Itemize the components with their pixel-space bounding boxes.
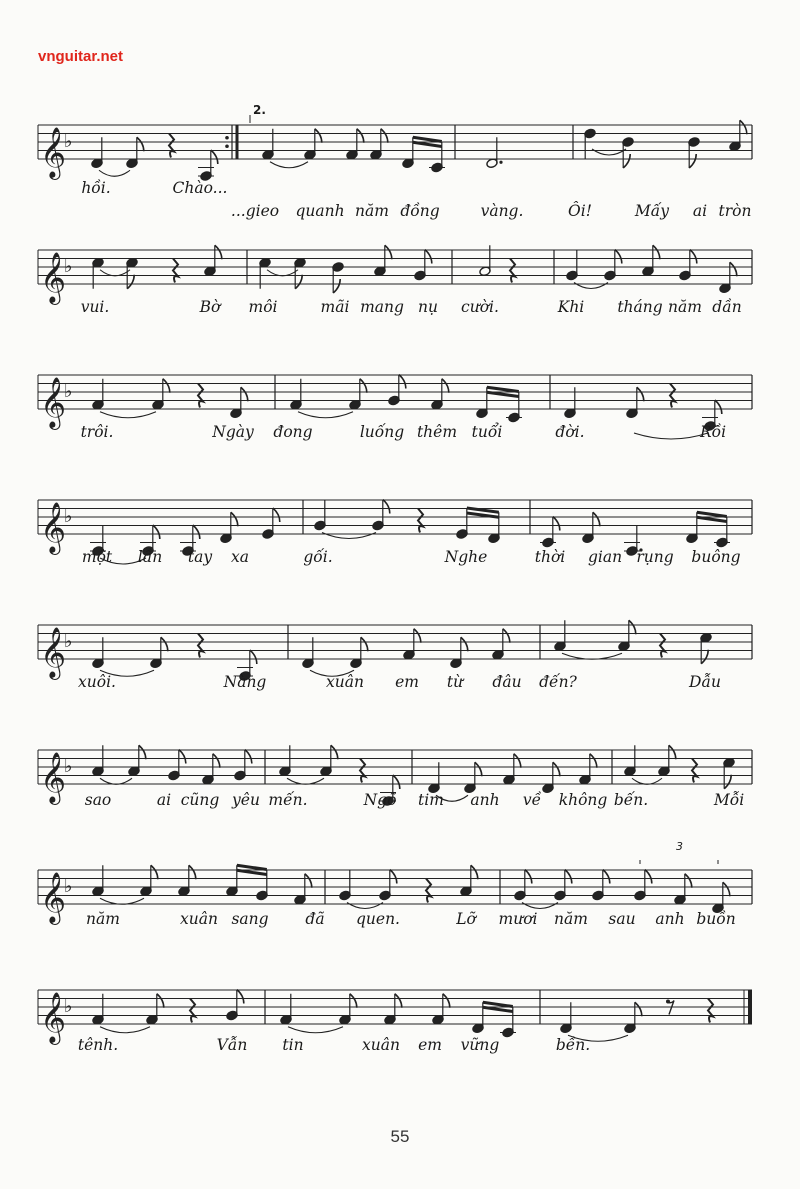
eighth-flag [615, 250, 622, 264]
key-signature-flat-icon: ♭ [64, 996, 73, 1017]
lyric-syllable: mươi [498, 910, 538, 928]
lyric-syllable: đâu [492, 673, 522, 691]
lyric-syllable: vững [460, 1036, 500, 1054]
staff-notation [0, 615, 800, 725]
tie-slur [562, 653, 622, 659]
lyric-syllable: xuân [362, 1036, 400, 1054]
eighth-flag [471, 865, 478, 879]
eighth-flag [740, 120, 747, 134]
eighth-flag [414, 629, 421, 643]
eighth-flag [629, 620, 636, 634]
quarter-rest [190, 999, 195, 1023]
eighth-flag [193, 525, 200, 539]
lyric-syllable: lần [137, 548, 163, 566]
eighth-flag [153, 525, 160, 539]
eighth-flag [213, 754, 220, 768]
lyric-syllable: xa [231, 548, 249, 566]
lyric-syllable: Chào... [172, 179, 228, 197]
lyric-syllable: môi [248, 298, 278, 316]
eighth-flag [442, 379, 449, 393]
lyric-syllable: Lỡ [456, 910, 476, 928]
lyric-syllable: tin [282, 1036, 304, 1054]
eighth-flag [151, 865, 158, 879]
lyric-syllable: sau [608, 910, 636, 928]
lyric-syllable: Ngày [212, 423, 254, 441]
eighth-flag [250, 650, 257, 664]
tie-slur [100, 898, 144, 904]
lyric-syllable: yêu [232, 791, 260, 809]
lyric-syllable: em [395, 673, 419, 691]
staff-system-8 [0, 980, 800, 1180]
tie-slur [270, 162, 308, 168]
volta-label: 2. [253, 103, 266, 117]
eighth-flag [127, 275, 134, 289]
treble-clef-icon: 𝄞 [40, 377, 67, 428]
tie-slur [298, 412, 353, 418]
quarter-rest [692, 759, 697, 783]
staff-notation [0, 365, 800, 475]
quarter-rest [660, 634, 665, 658]
eighth-flag [157, 994, 164, 1008]
lyric-syllable: xuôi. [78, 673, 116, 691]
eighth-flag [503, 629, 510, 643]
tie-slur [347, 903, 383, 909]
lyric-syllable: anh [470, 791, 500, 809]
lyric-syllable: bến. [613, 791, 649, 809]
eighth-flag [179, 750, 186, 764]
eighth-flag [163, 379, 170, 393]
eighth-flag [514, 754, 521, 768]
eighth-flag [350, 994, 357, 1008]
eighth-flag [385, 245, 392, 259]
tie-slur [100, 412, 156, 418]
key-signature-flat-icon: ♭ [64, 756, 73, 777]
eighth-flag [645, 870, 652, 884]
lyric-syllable: tháng [617, 298, 663, 316]
eighth-flag [724, 775, 731, 789]
lyric-syllable: dần [712, 298, 742, 316]
eighth-flag [305, 874, 312, 888]
note-beam [697, 512, 727, 516]
lyric-syllable: tim [418, 791, 444, 809]
eighth-flag [161, 637, 168, 651]
eighth-flag [689, 154, 696, 168]
lyric-syllable: xuân [326, 673, 364, 691]
lyric-syllable: Mấy [634, 202, 670, 220]
quarter-rest [198, 634, 203, 658]
note-beam [413, 137, 442, 141]
eighth-flag [399, 375, 406, 389]
eighth-flag [443, 994, 450, 1008]
tie-slur [322, 533, 376, 539]
volta-bracket [250, 115, 470, 123]
eighth-flag [653, 245, 660, 259]
lyric-syllable: vàng. [480, 202, 524, 220]
eighth-flag [237, 990, 244, 1004]
eighth-flag [553, 762, 560, 776]
lyric-syllable: ai [692, 202, 708, 220]
eighth-flag [139, 745, 146, 759]
tie-slur [287, 778, 324, 784]
lyric-syllable: đến? [539, 673, 577, 691]
lyric-syllable: Vẫn [216, 1036, 248, 1054]
tie-slur [100, 778, 132, 784]
key-signature-flat-icon: ♭ [64, 381, 73, 402]
key-signature-flat-icon: ♭ [64, 876, 73, 897]
lyric-syllable: gian [587, 548, 623, 566]
lyric-syllable: sao [84, 791, 112, 809]
eighth-flag [360, 379, 367, 393]
tie-slur [100, 270, 130, 276]
lyric-syllable: năm [86, 910, 120, 928]
lyric-syllable: năm [554, 910, 588, 928]
lyric-syllable: cũng [180, 791, 220, 809]
lyric-syllable: sang [231, 910, 269, 928]
lyric-syllable: buông [691, 548, 741, 566]
eighth-flag [381, 129, 388, 143]
lyric-syllable: đong [273, 423, 313, 441]
quarter-rest [510, 259, 515, 283]
eighth-flag [331, 745, 338, 759]
tie-slur [574, 283, 608, 289]
lyric-syllable: em [418, 1036, 442, 1054]
lyric-syllable: từ [446, 673, 464, 691]
lyric-syllable: năm [355, 202, 389, 220]
eighth-flag [315, 129, 322, 143]
treble-clef-icon: 𝄞 [40, 872, 67, 923]
lyric-syllable: thêm [416, 423, 458, 441]
lyric-syllable: luống [359, 423, 405, 441]
lyric-syllable: trôi. [80, 423, 114, 441]
eighth-flag [273, 508, 280, 522]
note-beam [483, 1007, 513, 1011]
key-signature-flat-icon: ♭ [64, 631, 73, 652]
treble-clef-icon: 𝄞 [40, 627, 67, 678]
lyric-syllable: ai [156, 791, 172, 809]
lyric-syllable: Bờ [199, 298, 221, 316]
lyric-syllable: quanh [295, 202, 345, 220]
eighth-flag [361, 637, 368, 651]
quarter-rest [708, 999, 713, 1023]
lyric-syllable: rụng [636, 548, 674, 566]
eighth-flag [390, 870, 397, 884]
eighth-flag [590, 754, 597, 768]
eighth-flag [215, 245, 222, 259]
lyric-syllable: về [522, 791, 542, 809]
lyric-syllable: đồng [400, 202, 440, 220]
key-signature-flat-icon: ♭ [64, 131, 73, 152]
lyric-syllable: mãi [320, 298, 350, 316]
triplet-label: 3 [676, 840, 683, 853]
repeat-dot [225, 144, 229, 148]
triplet-bracket [640, 860, 718, 864]
note-beam [487, 392, 519, 396]
note-beam [697, 517, 727, 521]
treble-clef-icon: 𝄞 [40, 992, 67, 1043]
tie-slur [100, 1027, 150, 1033]
quarter-rest [670, 384, 675, 408]
eighth-flag [295, 275, 302, 289]
eighth-flag [715, 400, 722, 414]
lyric-syllable: cười. [461, 298, 499, 316]
tie-slur [632, 778, 662, 784]
lyric-syllable: một [81, 548, 113, 566]
eighth-flag [723, 882, 730, 896]
treble-clef-icon: 𝄞 [40, 752, 67, 803]
tie-slur [522, 903, 558, 909]
page-number: 55 [390, 1127, 410, 1146]
eighth-flag [425, 250, 432, 264]
eighth-flag [137, 137, 144, 151]
lyric-syllable: Nàng [223, 673, 267, 691]
eighth-flag [669, 745, 676, 759]
lyric-syllable: quen. [356, 910, 400, 928]
tie-slur [634, 433, 708, 439]
lyric-syllable: đời. [555, 423, 585, 441]
key-signature-flat-icon: ♭ [64, 506, 73, 527]
lyric-syllable: gối. [303, 548, 333, 566]
eighth-flag [241, 387, 248, 401]
staff-notation [0, 740, 800, 850]
eighth-flag [553, 517, 560, 531]
eighth-flag [395, 994, 402, 1008]
eighth-flag [333, 279, 340, 293]
quarter-rest [169, 134, 174, 158]
eighth-flag [603, 870, 610, 884]
eighth-flag [357, 129, 364, 143]
lyric-syllable: thời [534, 548, 566, 566]
quarter-rest [418, 509, 423, 533]
lyric-syllable: Ôi! [568, 202, 592, 220]
staff-notation [0, 240, 800, 350]
tie-slur [592, 149, 626, 155]
lyric-syllable: Rồi [699, 423, 727, 441]
lyric-syllable: đã [305, 910, 325, 928]
lyric-syllable: Dẫu [689, 673, 721, 691]
watermark-logo: vnguitar.net [38, 48, 124, 65]
eighth-flag [685, 874, 692, 888]
eighth-flag [189, 865, 196, 879]
eighth-flag [637, 387, 644, 401]
staff-notation [0, 980, 800, 1090]
lyric-syllable: tròn [718, 202, 752, 220]
eighth-flag [245, 750, 252, 764]
eighth-flag [393, 775, 400, 789]
lyric-syllable: vui. [80, 298, 110, 316]
lyric-syllable: anh [655, 910, 685, 928]
tie-slur [99, 170, 130, 176]
eighth-flag [383, 500, 390, 514]
quarter-rest [426, 879, 431, 903]
eighth-flag [231, 512, 238, 526]
eighth-flag [593, 512, 600, 526]
quarter-rest [198, 384, 203, 408]
note-beam [237, 870, 267, 874]
eighth-flag [635, 1002, 642, 1016]
eighth-flag [461, 637, 468, 651]
repeat-dot [225, 136, 229, 140]
lyric-syllable: xuân [180, 910, 218, 928]
lyric-syllable: ...gieo [230, 202, 280, 220]
eighth-flag [730, 262, 737, 276]
lyric-syllable: tay [187, 548, 213, 566]
lyric-syllable: nụ [418, 298, 438, 316]
note-beam [413, 142, 442, 146]
quarter-rest [360, 759, 365, 783]
lyric-syllable: Ngõ [363, 791, 397, 809]
augmentation-dot [499, 161, 502, 164]
treble-clef-icon: 𝄞 [40, 502, 67, 553]
lyric-syllable: không [558, 791, 608, 809]
tie-slur [267, 270, 298, 276]
note-beam [483, 1002, 513, 1006]
lyric-syllable: năm [668, 298, 702, 316]
lyric-syllable: tênh. [77, 1036, 119, 1054]
lyric-syllable: mang [360, 298, 404, 316]
note-beam [237, 865, 267, 869]
eighth-flag [211, 150, 218, 164]
eighth-flag [623, 154, 630, 168]
tie-slur [288, 1027, 343, 1033]
eighth-flag [690, 250, 697, 264]
treble-clef-icon: 𝄞 [40, 252, 67, 303]
quarter-rest [173, 259, 178, 283]
eighth-flag [701, 650, 708, 664]
eighth-flag [565, 870, 572, 884]
lyric-syllable: tuổi [471, 423, 503, 441]
lyric-syllable: hồi. [81, 179, 111, 197]
lyric-syllable: mến. [268, 791, 308, 809]
eighth-flag [525, 870, 532, 884]
lyric-syllable: Mỗi [713, 791, 745, 809]
lyric-syllable: bền. [555, 1036, 591, 1054]
lyric-syllable: Nghe [444, 548, 488, 566]
treble-clef-icon: 𝄞 [40, 127, 67, 178]
staff-notation [0, 490, 800, 600]
lyric-syllable: Khi [557, 298, 585, 316]
lyric-syllable: buồn [696, 910, 736, 928]
eighth-flag [475, 762, 482, 776]
key-signature-flat-icon: ♭ [64, 256, 73, 277]
note-beam [487, 387, 519, 391]
